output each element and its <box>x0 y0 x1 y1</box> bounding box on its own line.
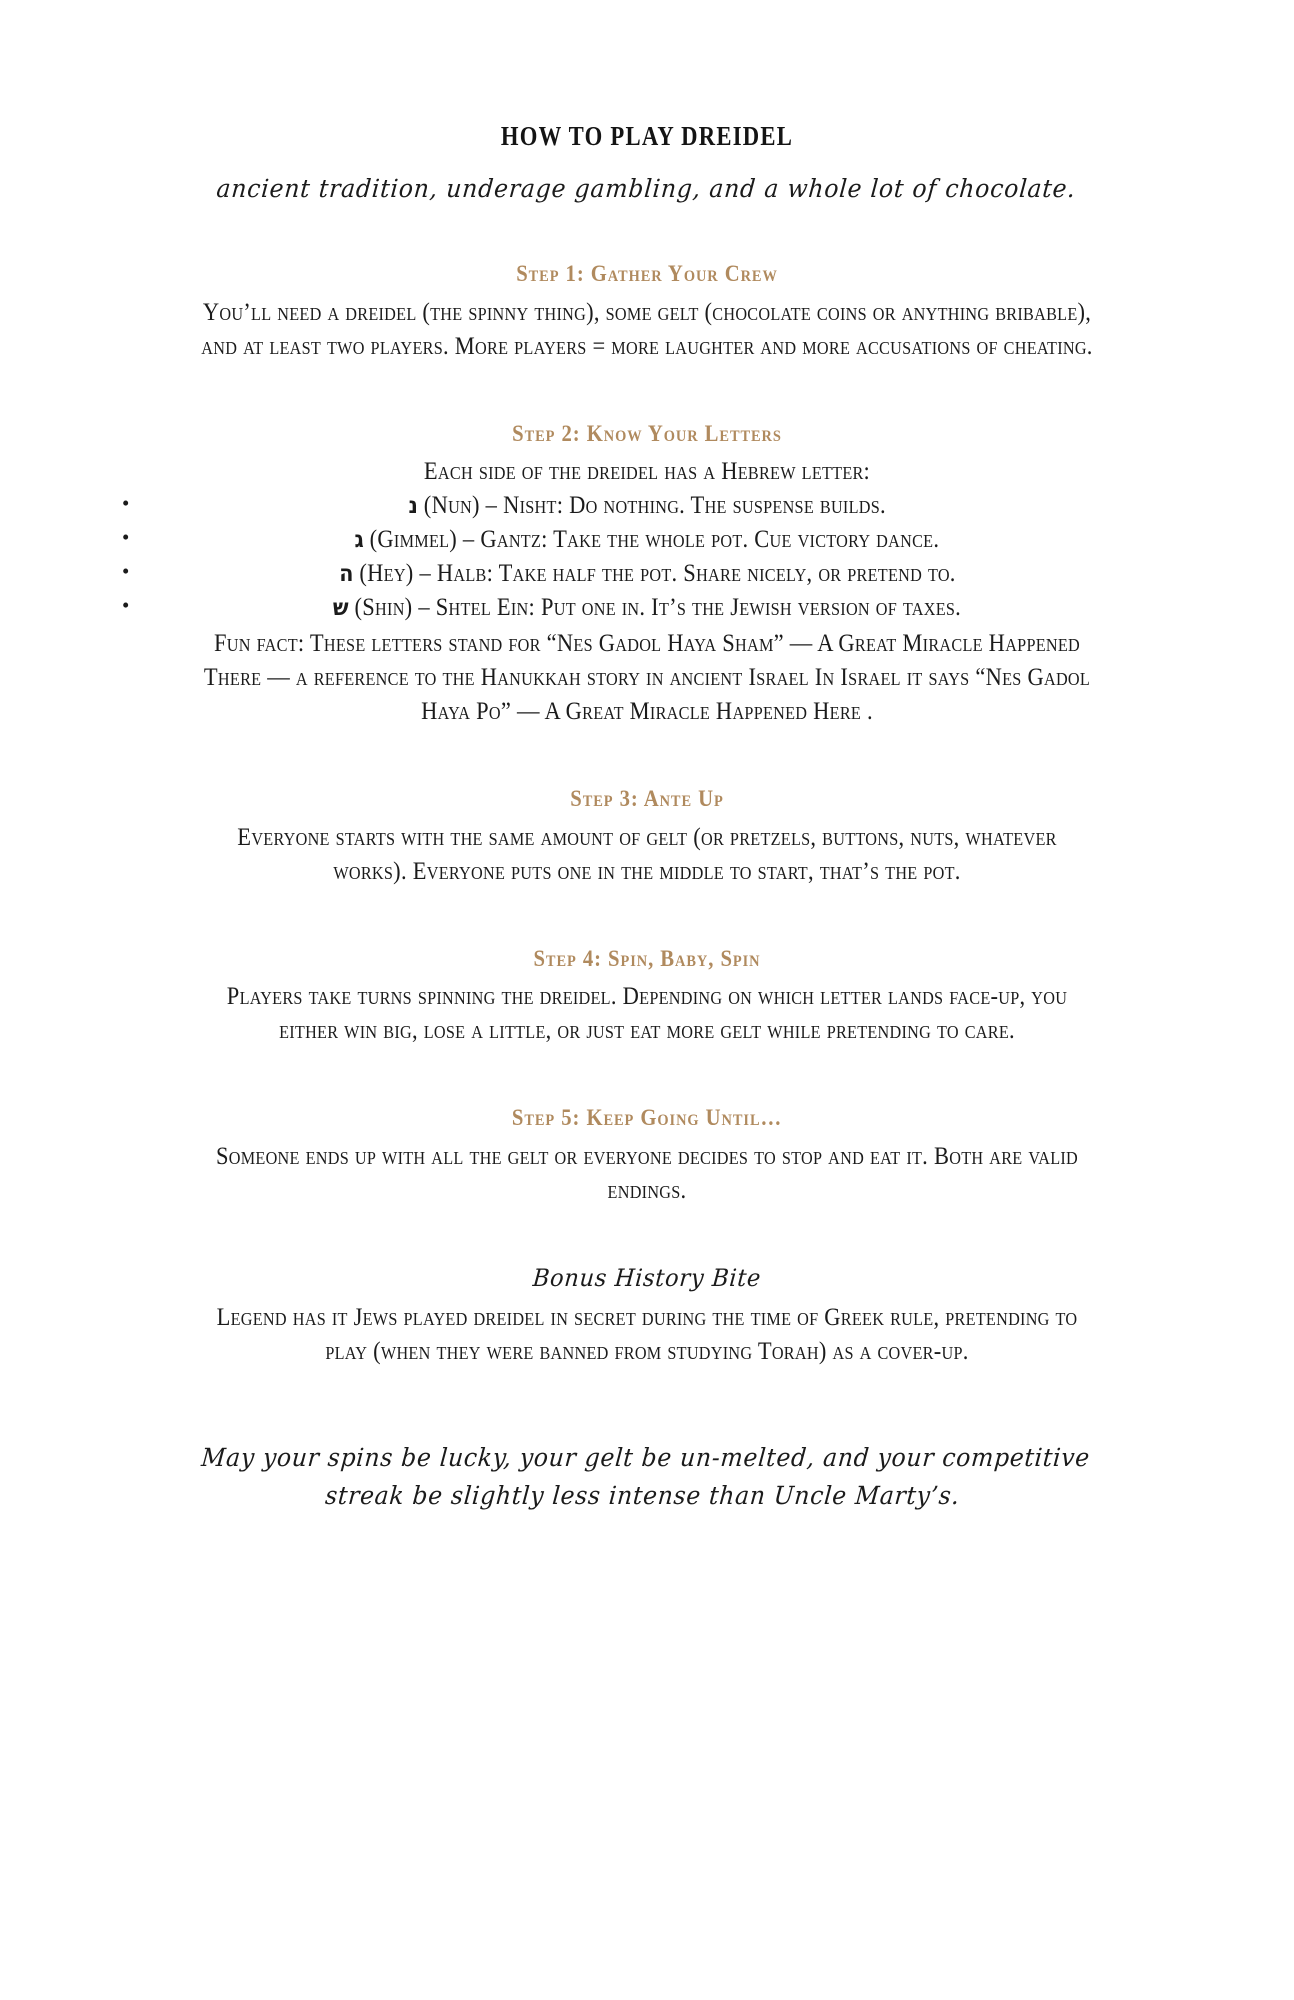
section-heading-step-2: Step 2: Know Your Letters <box>512 420 782 446</box>
dreidel-letter-list <box>122 489 1144 625</box>
hebrew-letter-nun: נ <box>408 493 418 520</box>
section-bonus-history-bite <box>150 1208 1144 1369</box>
list-item <box>122 489 1144 523</box>
list-item <box>122 523 1144 557</box>
list-item-content <box>355 523 940 557</box>
hebrew-letter-hey: ה <box>338 561 353 588</box>
bullet-icon: • <box>122 525 130 550</box>
section-body-bonus: Legend has it Jews played dreidel in secret during the time of Greek rule, pretending to play (when they were banned from studying Torah) as a cover-up. <box>216 1303 1078 1365</box>
section-step-3 <box>150 729 1144 889</box>
section-intro-step-2: Each side of the dreidel has a Hebrew letter: <box>423 458 871 486</box>
section-body-step-3: Everyone starts with the same amount of gelt (or pretzels, buttons, nuts, whatever works). Everyone puts one in the middle to start, that’s the pot. <box>237 823 1057 885</box>
list-item-content <box>333 591 961 625</box>
section-heading-step-3: Step 3: Ante Up <box>570 786 724 812</box>
list-item-label: (Shin) – Shtel Ein: Put one in. It’s the Jewish version of taxes. <box>354 594 962 622</box>
section-step-2 <box>122 364 1144 730</box>
hebrew-letter-gimmel: ג <box>354 527 364 554</box>
bullet-icon: • <box>122 593 130 618</box>
page-title: HOW TO PLAY DREIDEL <box>500 121 794 151</box>
bullet-icon: • <box>122 559 130 584</box>
page-subtitle: ancient tradition, underage gambling, and a whole lot of chocolate. <box>215 173 1077 203</box>
section-step-1 <box>150 204 1144 364</box>
list-item-label: (Gimmel) – Gantz: Take the whole pot. Cue victory dance. <box>369 526 940 554</box>
section-step-5 <box>150 1048 1144 1208</box>
section-body-step-4: Players take turns spinning the dreidel. Depending on which letter lands face-up, you either win big, lose a little, or just eat more gelt while pretending to care. <box>226 983 1068 1045</box>
section-step-4 <box>150 889 1144 1049</box>
list-item-label: (Nun) – Nisht: Do nothing. The suspense builds. <box>423 492 886 520</box>
closing-blessing: May your spins be lucky, your gelt be un-melted, and your competitive streak be slightly less intense than Uncle Marty’s. <box>200 1442 1092 1510</box>
section-footnote-step-2: Fun fact: These letters stand for “Nes Gadol Haya Sham” — A Great Miracle Happened There — a reference to the Hanukkah story in ancient Israel In Israel it says “Nes Gadol Haya Po” — A Great Miracle Happened Here . <box>203 630 1091 726</box>
section-heading-step-4: Step 4: Spin, Baby, Spin <box>533 945 761 971</box>
list-item-content <box>339 557 955 591</box>
section-heading-bonus: Bonus History Bite <box>531 1263 763 1292</box>
hebrew-letter-shin: ש <box>332 595 349 622</box>
list-item-content <box>408 489 885 523</box>
list-item <box>122 557 1144 591</box>
section-body-step-5: Someone ends up with all the gelt or everyone decides to stop and eat it. Both are valid endings. <box>215 1142 1079 1204</box>
bullet-icon: • <box>122 491 130 516</box>
section-body-step-1: You’ll need a dreidel (the spinny thing), some gelt (chocolate coins or anything bribable), and at least two players. More players = more laughter and more accusations of cheating. <box>201 298 1093 360</box>
list-item-label: (Hey) – Halb: Take half the pot. Share nicely, or pretend to. <box>358 560 956 588</box>
list-item <box>122 591 1144 625</box>
section-heading-step-1: Step 1: Gather Your Crew <box>516 260 778 286</box>
section-heading-step-5: Step 5: Keep Going Until… <box>511 1105 783 1131</box>
